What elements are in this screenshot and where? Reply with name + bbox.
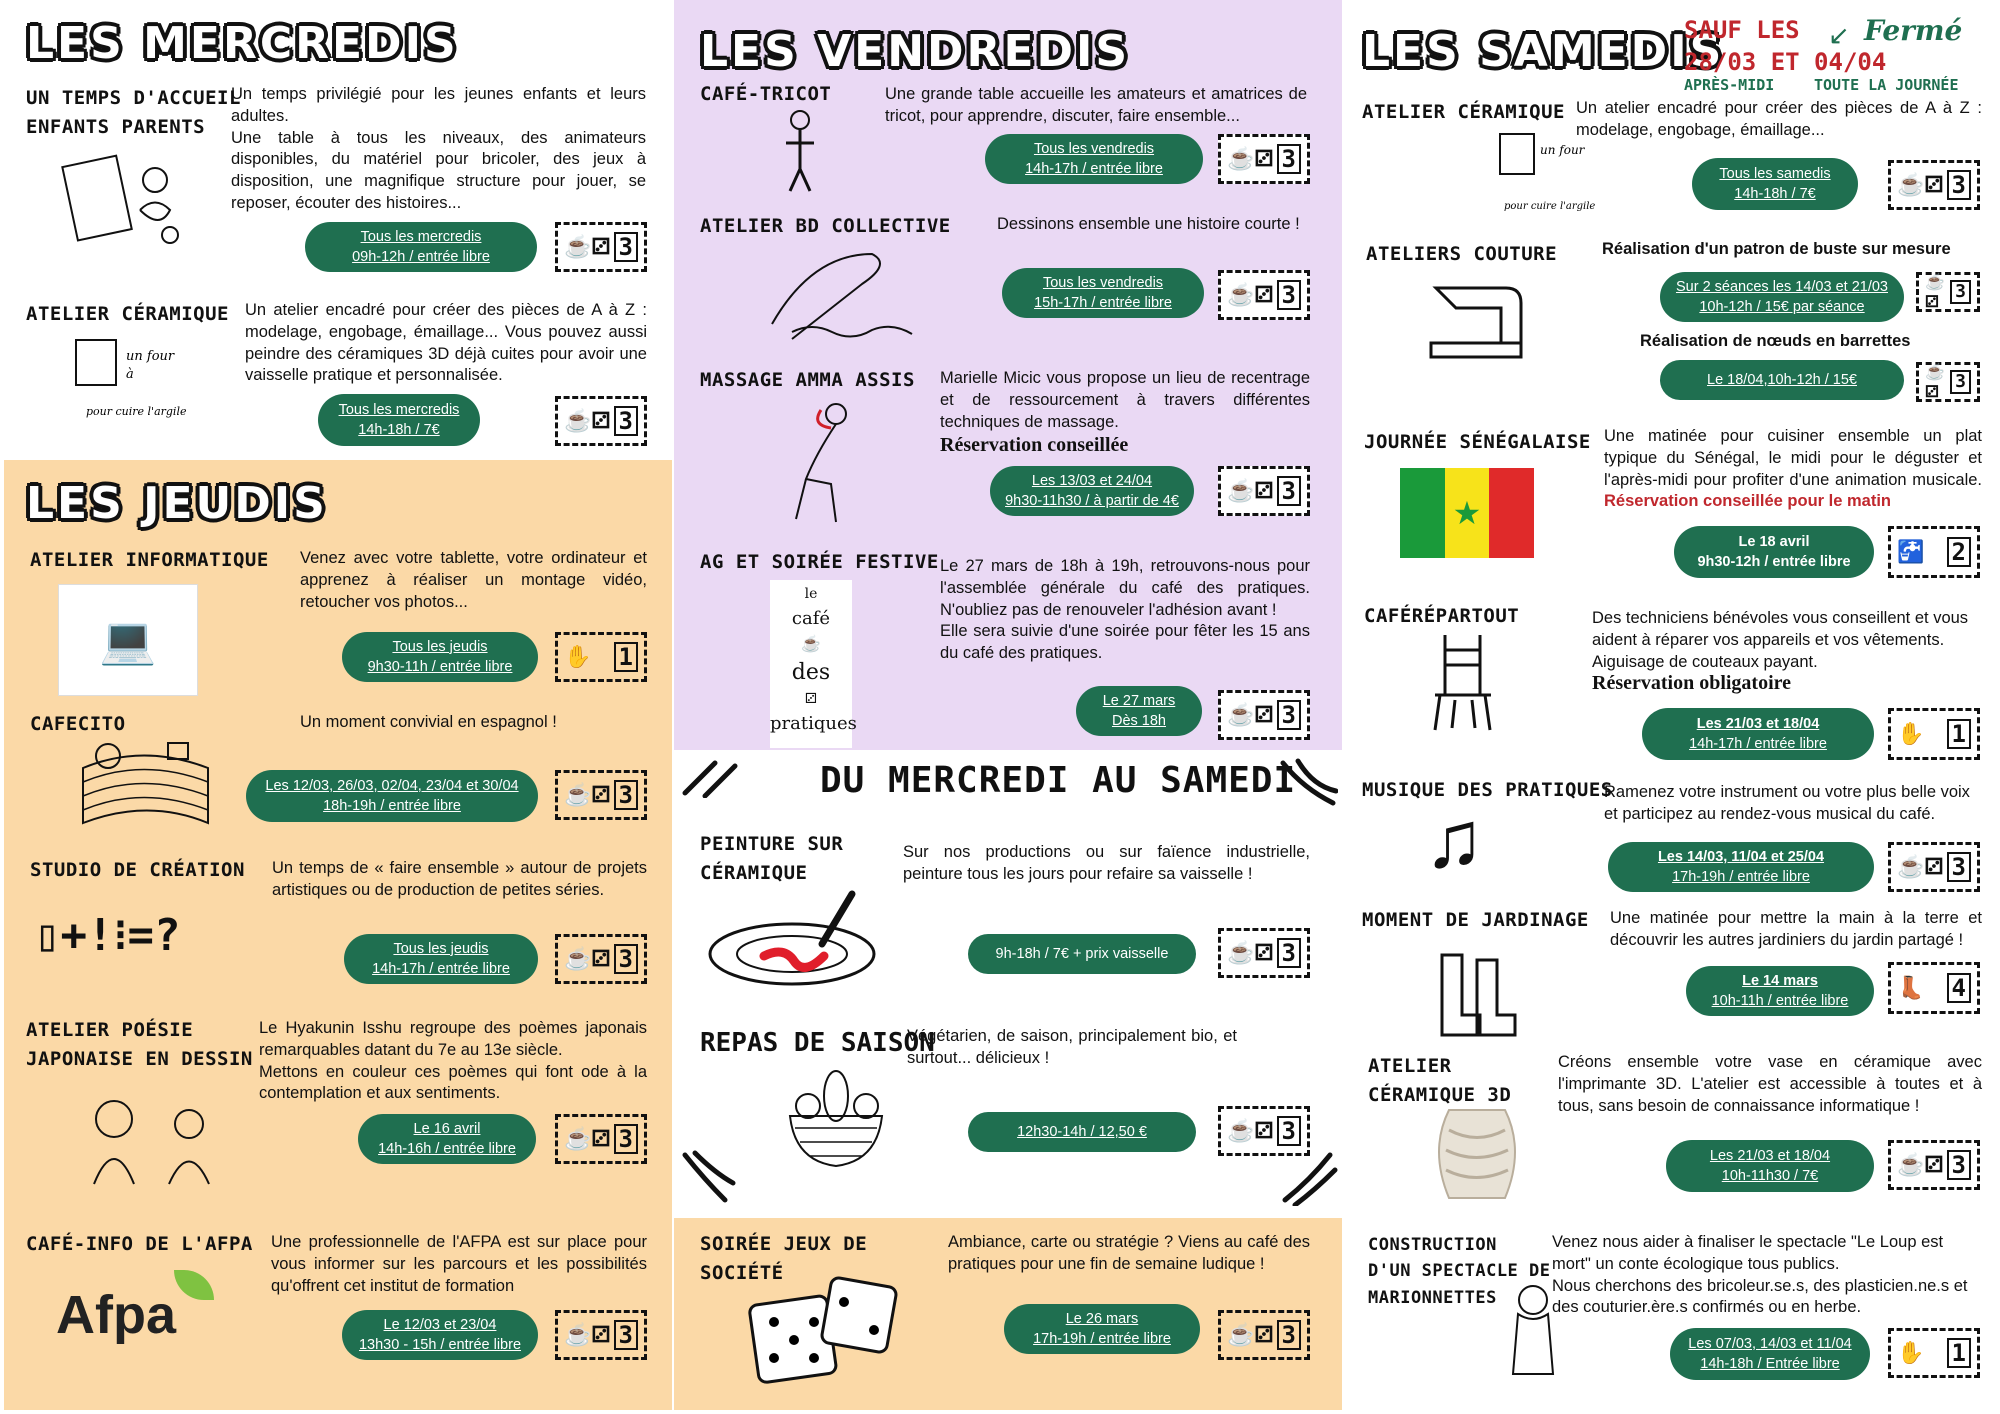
games-pill[interactable]: Le 26 mars 17h-19h / entrée libre [1004,1304,1200,1354]
mid-peinture-desc: Sur nos productions ou sur faïence industrielle, peinture tous les jours pour refaire sa vaisselle ! [903,843,1310,883]
puppet-illustration [1508,1282,1558,1380]
dice-illustration [744,1270,900,1394]
wed-accueil-desc: Un temps privilégié pour les jeunes enfants et leurs adultes. Une table à tous les niveaux, des animateurs disponibles, du matériel pour bricoler, des jeux à disposition, une magnifique structure pour jouer, se reposer, écouter des histoires... [231,85,646,212]
bottom-left-deco-strokes [680,1150,740,1206]
svg-text:à: à [126,367,134,382]
thu-info-title: ATELIER INFORMATIQUE [30,549,269,571]
dice-cup-icon: ☕⚂ [1227,940,1274,965]
plate-painting-illustration [704,884,880,988]
sat-marionnettes-pill[interactable]: Les 07/03, 14/03 et 11/04 14h-18h / Entrée libre [1670,1328,1870,1380]
left-deco-strokes [680,758,740,798]
thu-studio-desc: Un temps de « faire ensemble » autour de projets artistiques ou de production de petites séries. [272,859,647,899]
sat-senegal-desc: Une matinée pour cuisiner ensemble un plat typique du Sénégal, le midi pour le déguster et l'après-midi pour profiter d'une animation musicale. Réservation conseillée pour le matin [1604,427,1982,511]
fri-ag-pill[interactable]: Le 27 mars Dès 18h [1076,686,1202,736]
sat-repartout-level-badge: ✋ 1 [1888,708,1980,760]
kiln-illustration [66,330,196,430]
thu-poesie-title: ATELIER POÉSIE JAPONAISE EN DESSIN [26,1019,253,1071]
wed-accueil-title: UN TEMPS D'ACCUEIL ENFANTS PARENTS [26,87,241,139]
drawing-hand-illustration [752,244,922,340]
vegetable-basket-illustration [780,1066,892,1172]
thu-studio-level-badge: ☕⚂ 3 [555,934,647,984]
fri-massage-note: Réservation conseillée [940,434,1129,456]
fri-tricot-level-badge: ☕⚂ 3 [1218,134,1310,184]
sat-jardinage-title: MOMENT DE JARDINAGE [1362,909,1589,931]
sat-couture-pill2[interactable]: Le 18/04,10h-12h / 15€ [1660,360,1904,400]
sat-marionnettes-level-badge: ✋ 1 [1888,1328,1980,1378]
dice-cup-icon: ☕⚂ [1227,478,1274,503]
sewing-machine-illustration [1426,268,1526,364]
svg-text:pour cuire l'argile: pour cuire l'argile [86,405,187,418]
closed-notice: SAUF LES 28/03 ET 04/04 APRÈS-MIDI TOUTE LA JOURNÉE ↙ Fermé [1684,14,1963,94]
dice-cup-icon: ☕⚂ [564,782,611,807]
wed-ceramique-level-badge: ☕⚂ 3 [555,396,647,446]
sat-couture-sub2: Réalisation de nœuds en barrettes [1640,332,1911,350]
wednesday-heading: LES MERCREDIS [26,18,459,69]
sat-couture-title: ATELIERS COUTURE [1366,243,1558,265]
thu-cafecito-level-badge: ☕⚂ 3 [555,770,647,820]
sat-ceramique-desc: Un atelier encadré pour créer des pièces de A à Z : modelage, engobage, émaillage... [1576,99,1982,139]
mid-repas-level-badge: ☕⚂ 3 [1218,1106,1310,1156]
thu-info-desc: Venez avec votre tablette, votre ordinateur et apprenez à réaliser un montage vidéo, retoucher vos photos... [300,549,647,611]
afpa-logo: Afpa [56,1270,226,1350]
dice-cup-icon: ☕⚂ [1227,282,1274,307]
sat-repartout-pill[interactable]: Les 21/03 et 18/04 14h-17h / entrée libre [1642,708,1874,760]
dice-cup-icon: ☕⚂ [564,1126,611,1151]
dice-cup-icon: ☕⚂ [564,234,611,259]
sat-senegal-pill[interactable]: Le 18 avril 9h30-12h / entrée libre [1674,526,1874,578]
sat-jardinage-desc: Une matinée pour mettre la main à la terre et découvrir les autres jardiniers du jardin partagé ! [1610,909,1982,949]
dice-cup-icon: ☕⚂ [1925,364,1945,401]
thu-poesie-pill[interactable]: Le 16 avril 14h-16h / entrée libre [358,1114,536,1164]
fri-tricot-title: CAFÉ-TRICOT [700,83,832,105]
thursday-heading: LES JEUDIS [26,478,328,529]
sat-repartout-desc: Des techniciens bénévoles vous conseillent et vous aident à réparer vos appareils et vos vêtements. Aiguisage de couteaux payant. [1592,609,1969,671]
spanish-flag-cups-illustration [78,738,214,830]
games-level-badge: ☕⚂ 3 [1218,1310,1310,1360]
wed-accueil-pill[interactable]: Tous les mercredis 09h-12h / entrée libre [305,222,537,272]
thu-poesie-level-badge: ☕⚂ 3 [555,1114,647,1164]
sat-musique-desc: Ramenez votre instrument ou votre plus belle voix et participez au rendez-vous musical du café. [1604,783,1970,823]
wed-accueil-level-badge: ☕⚂ 3 [555,222,647,272]
hand-icon: ✋ [564,644,592,669]
sat-couture-level-badge: ☕⚂ 3 [1916,272,1980,312]
fri-tricot-pill[interactable]: Tous les vendredis 14h-17h / entrée libre [985,134,1203,184]
children-book-illustration [60,140,200,250]
games-title: SOIRÉE JEUX DE SOCIÉTÉ [700,1233,868,1285]
thu-afpa-desc: Une professionnelle de l'AFPA est sur place pour vous informer sur les parcours et les possibilités qu'offrent cet institut de formation [271,1233,647,1295]
fri-bd-pill[interactable]: Tous les vendredis 15h-17h / entrée libre [1002,268,1204,318]
thu-cafecito-pill[interactable]: Les 12/03, 26/03, 02/04, 23/04 et 30/04 18h-19h / entrée libre [246,770,538,822]
sat-couture-sub1: Réalisation d'un patron de buste sur mesure [1602,240,1951,258]
thu-studio-title: STUDIO DE CRÉATION [30,859,245,881]
sat-marionnettes-title: CONSTRUCTION D'UN SPECTACLE DE MARIONNETTES [1368,1235,1551,1308]
tap-icon: 🚰 [1897,539,1925,564]
mid-peinture-pill[interactable]: 9h-18h / 7€ + prix vaisselle [968,934,1196,974]
sat-senegal-title: JOURNÉE SÉNÉGALAISE [1364,431,1591,453]
fri-ag-level-badge: ☕⚂ 3 [1218,690,1310,740]
sat-ceramique-level-badge: ☕⚂ 3 [1888,160,1980,210]
thu-cafecito-desc: Un moment convivial en espagnol ! [300,713,557,731]
dice-cup-icon: ☕⚂ [1227,1322,1274,1347]
sat-ceramique3d-level-badge: ☕⚂ 3 [1888,1140,1980,1190]
mid-repas-title: REPAS DE SAISON [700,1028,935,1058]
thu-afpa-pill[interactable]: Le 12/03 et 23/04 13h30 - 15h / entrée libre [342,1310,538,1360]
sat-musique-title: MUSIQUE DES PRATIQUES [1362,779,1613,801]
dice-cup-icon: ☕⚂ [1897,1152,1944,1177]
hand-icon: ✋ [1897,1340,1925,1365]
knitting-figure-illustration [776,108,826,194]
sat-marionnettes-desc: Venez nous aider à finaliser le spectacle "Le Loup est mort" un conte écologique tous publics. Nous cherchons des bricoleur.se.s, des plasticien.ne.s et des couturier.ère.s confirmés ou en herbe. [1552,1233,1968,1317]
dice-cup-icon: ☕⚂ [1925,274,1945,311]
3d-vase-illustration [1424,1100,1530,1206]
thu-info-level-badge: ✋ 1 [555,632,647,682]
sat-couture-pill[interactable]: Sur 2 séances les 14/03 et 21/03 10h-12h / 15€ par séance [1660,272,1904,322]
hand-icon: ✋ [1897,721,1925,746]
arrow-icon: ↙ [1828,20,1850,50]
sat-jardinage-level-badge: 👢 4 [1888,962,1980,1014]
dice-cup-icon: ☕⚂ [1227,702,1274,727]
poets-illustration [84,1094,222,1190]
sat-musique-level-badge: ☕⚂ 3 [1888,842,1980,892]
saturday-heading: LES SAMEDIS [1362,26,1725,77]
sat-senegal-level-badge: 🚰 2 [1888,526,1980,578]
sat-ceramique3d-pill[interactable]: Les 21/03 et 18/04 10h-11h30 / 7€ [1666,1140,1874,1192]
mid-repas-pill[interactable]: 12h30-14h / 12,50 € [968,1112,1196,1152]
right-deco-strokes [1278,758,1338,808]
computer-illustration: 💻 [58,584,198,696]
thu-info-pill[interactable]: Tous les jeudis 9h30-11h / entrée libre [342,632,538,682]
fri-massage-pill[interactable]: Les 13/03 et 24/04 9h30-11h30 / à partir de 4€ [990,466,1194,516]
sat-ceramique-pill[interactable]: Tous les samedis 14h-18h / 7€ [1692,158,1858,210]
dice-cup-icon: ☕⚂ [564,946,611,971]
svg-text:pour cuire l'argile: pour cuire l'argile [1504,201,1596,212]
sat-repartout-note: Réservation obligatoire [1592,672,1792,694]
massage-chair-illustration [776,400,872,524]
fri-bd-level-badge: ☕⚂ 3 [1218,270,1310,320]
sat-repartout-title: CAFÉRÉPARTOUT [1364,605,1520,627]
thu-poesie-desc: Le Hyakunin Isshu regroupe des poèmes japonais remarquables datant du 7e au 13e siècle. Mettons en couleur ces poèmes qui font ode à la contemplation et aux sentiments. [259,1019,647,1103]
fri-massage-title: MASSAGE AMMA ASSIS [700,369,915,391]
senegal-flag: ★ [1400,468,1534,558]
dice-cup-icon: ☕⚂ [1227,146,1274,171]
games-desc: Ambiance, carte ou stratégie ? Viens au café des pratiques pour une fin de semaine ludique ! [948,1233,1310,1273]
boots-icon: 👢 [1897,975,1925,1000]
dice-cup-icon: ☕⚂ [1897,172,1944,197]
chair-illustration [1430,630,1496,732]
fri-ag-desc: Le 27 mars de 18h à 19h, retrouvons-nous pour l'assemblée générale du café des pratiques. N'oubliez pas de renouveler l'adhésion avant ! Elle sera suivie d'une soirée pour fêter les 15 ans du café des pratiques. [940,557,1310,663]
thu-cafecito-title: CAFECITO [30,713,126,735]
fri-ag-title: AG ET SOIRÉE FESTIVE [700,551,939,573]
mid-repas-desc: Végétarien, de saison, principalement bio, et surtout... délicieux ! [907,1027,1237,1067]
mid-peinture-level-badge: ☕⚂ 3 [1218,928,1310,978]
fri-tricot-desc: Une grande table accueille les amateurs et amatrices de tricot, pour apprendre, discuter, faire ensemble... [885,85,1307,125]
cafe-des-pratiques-logo: le café ☕ des ⚂ pratiques [770,580,852,748]
wed-ceramique-pill[interactable]: Tous les mercredis 14h-18h / 7€ [318,394,480,446]
sat-jardinage-pill[interactable]: Le 14 mars 10h-11h / entrée libre [1686,966,1874,1016]
wed-ceramique-title: ATELIER CÉRAMIQUE [26,303,229,325]
creation-formula-illustration: ▯+!⁝=? [34,910,181,961]
music-note-illustration: ♫ [1424,795,1484,884]
dice-cup-icon: ☕⚂ [564,1322,611,1347]
sat-ceramique-title: ATELIER CÉRAMIQUE [1362,101,1565,123]
thu-studio-pill[interactable]: Tous les jeudis 14h-17h / entrée libre [344,934,538,984]
wed-ceramique-desc: Un atelier encadré pour créer des pièces de A à Z : modelage, engobage, émaillage... Vous pouvez aussi peindre des céramiques 3D déjà cuites pour avoir une vaisselle pratique et personnalisée. [245,301,647,385]
fri-bd-title: ATELIER BD COLLECTIVE [700,215,951,237]
fri-bd-desc: Dessinons ensemble une histoire courte ! [997,215,1300,233]
dice-cup-icon: ☕⚂ [564,408,611,433]
boots-illustration [1432,950,1518,1040]
friday-heading: LES VENDREDIS [700,26,1131,77]
fri-massage-desc: Marielle Micic vous propose un lieu de recentrage et de ressourcement à travers différentes techniques de massage. [940,369,1310,431]
sat-ceramique3d-desc: Créons ensemble votre vase en céramique avec l'imprimante 3D. L'atelier est accessible à toutes et à tous, sans besoin de connaissance informatique ! [1558,1053,1982,1115]
thu-afpa-level-badge: ☕⚂ 3 [555,1310,647,1360]
mid-peinture-title: PEINTURE SUR CÉRAMIQUE [700,833,844,885]
midweek-heading: DU MERCREDI AU SAMEDI [820,760,1297,801]
sat-couture-level-badge2: ☕⚂ 3 [1916,362,1980,402]
thu-afpa-title: CAFÉ-INFO DE L'AFPA [26,1233,253,1255]
svg-text:un four: un four [126,349,175,364]
fri-massage-level-badge: ☕⚂ 3 [1218,466,1310,516]
sat-musique-pill[interactable]: Les 14/03, 11/04 et 25/04 17h-19h / entrée libre [1608,842,1874,892]
svg-text:un four: un four [1540,143,1585,157]
dice-cup-icon: ☕⚂ [1227,1118,1274,1143]
bottom-right-deco-strokes [1280,1150,1340,1206]
sat-ceramique3d-title: ATELIER CÉRAMIQUE 3D [1368,1055,1512,1107]
dice-cup-icon: ☕⚂ [1897,854,1944,879]
